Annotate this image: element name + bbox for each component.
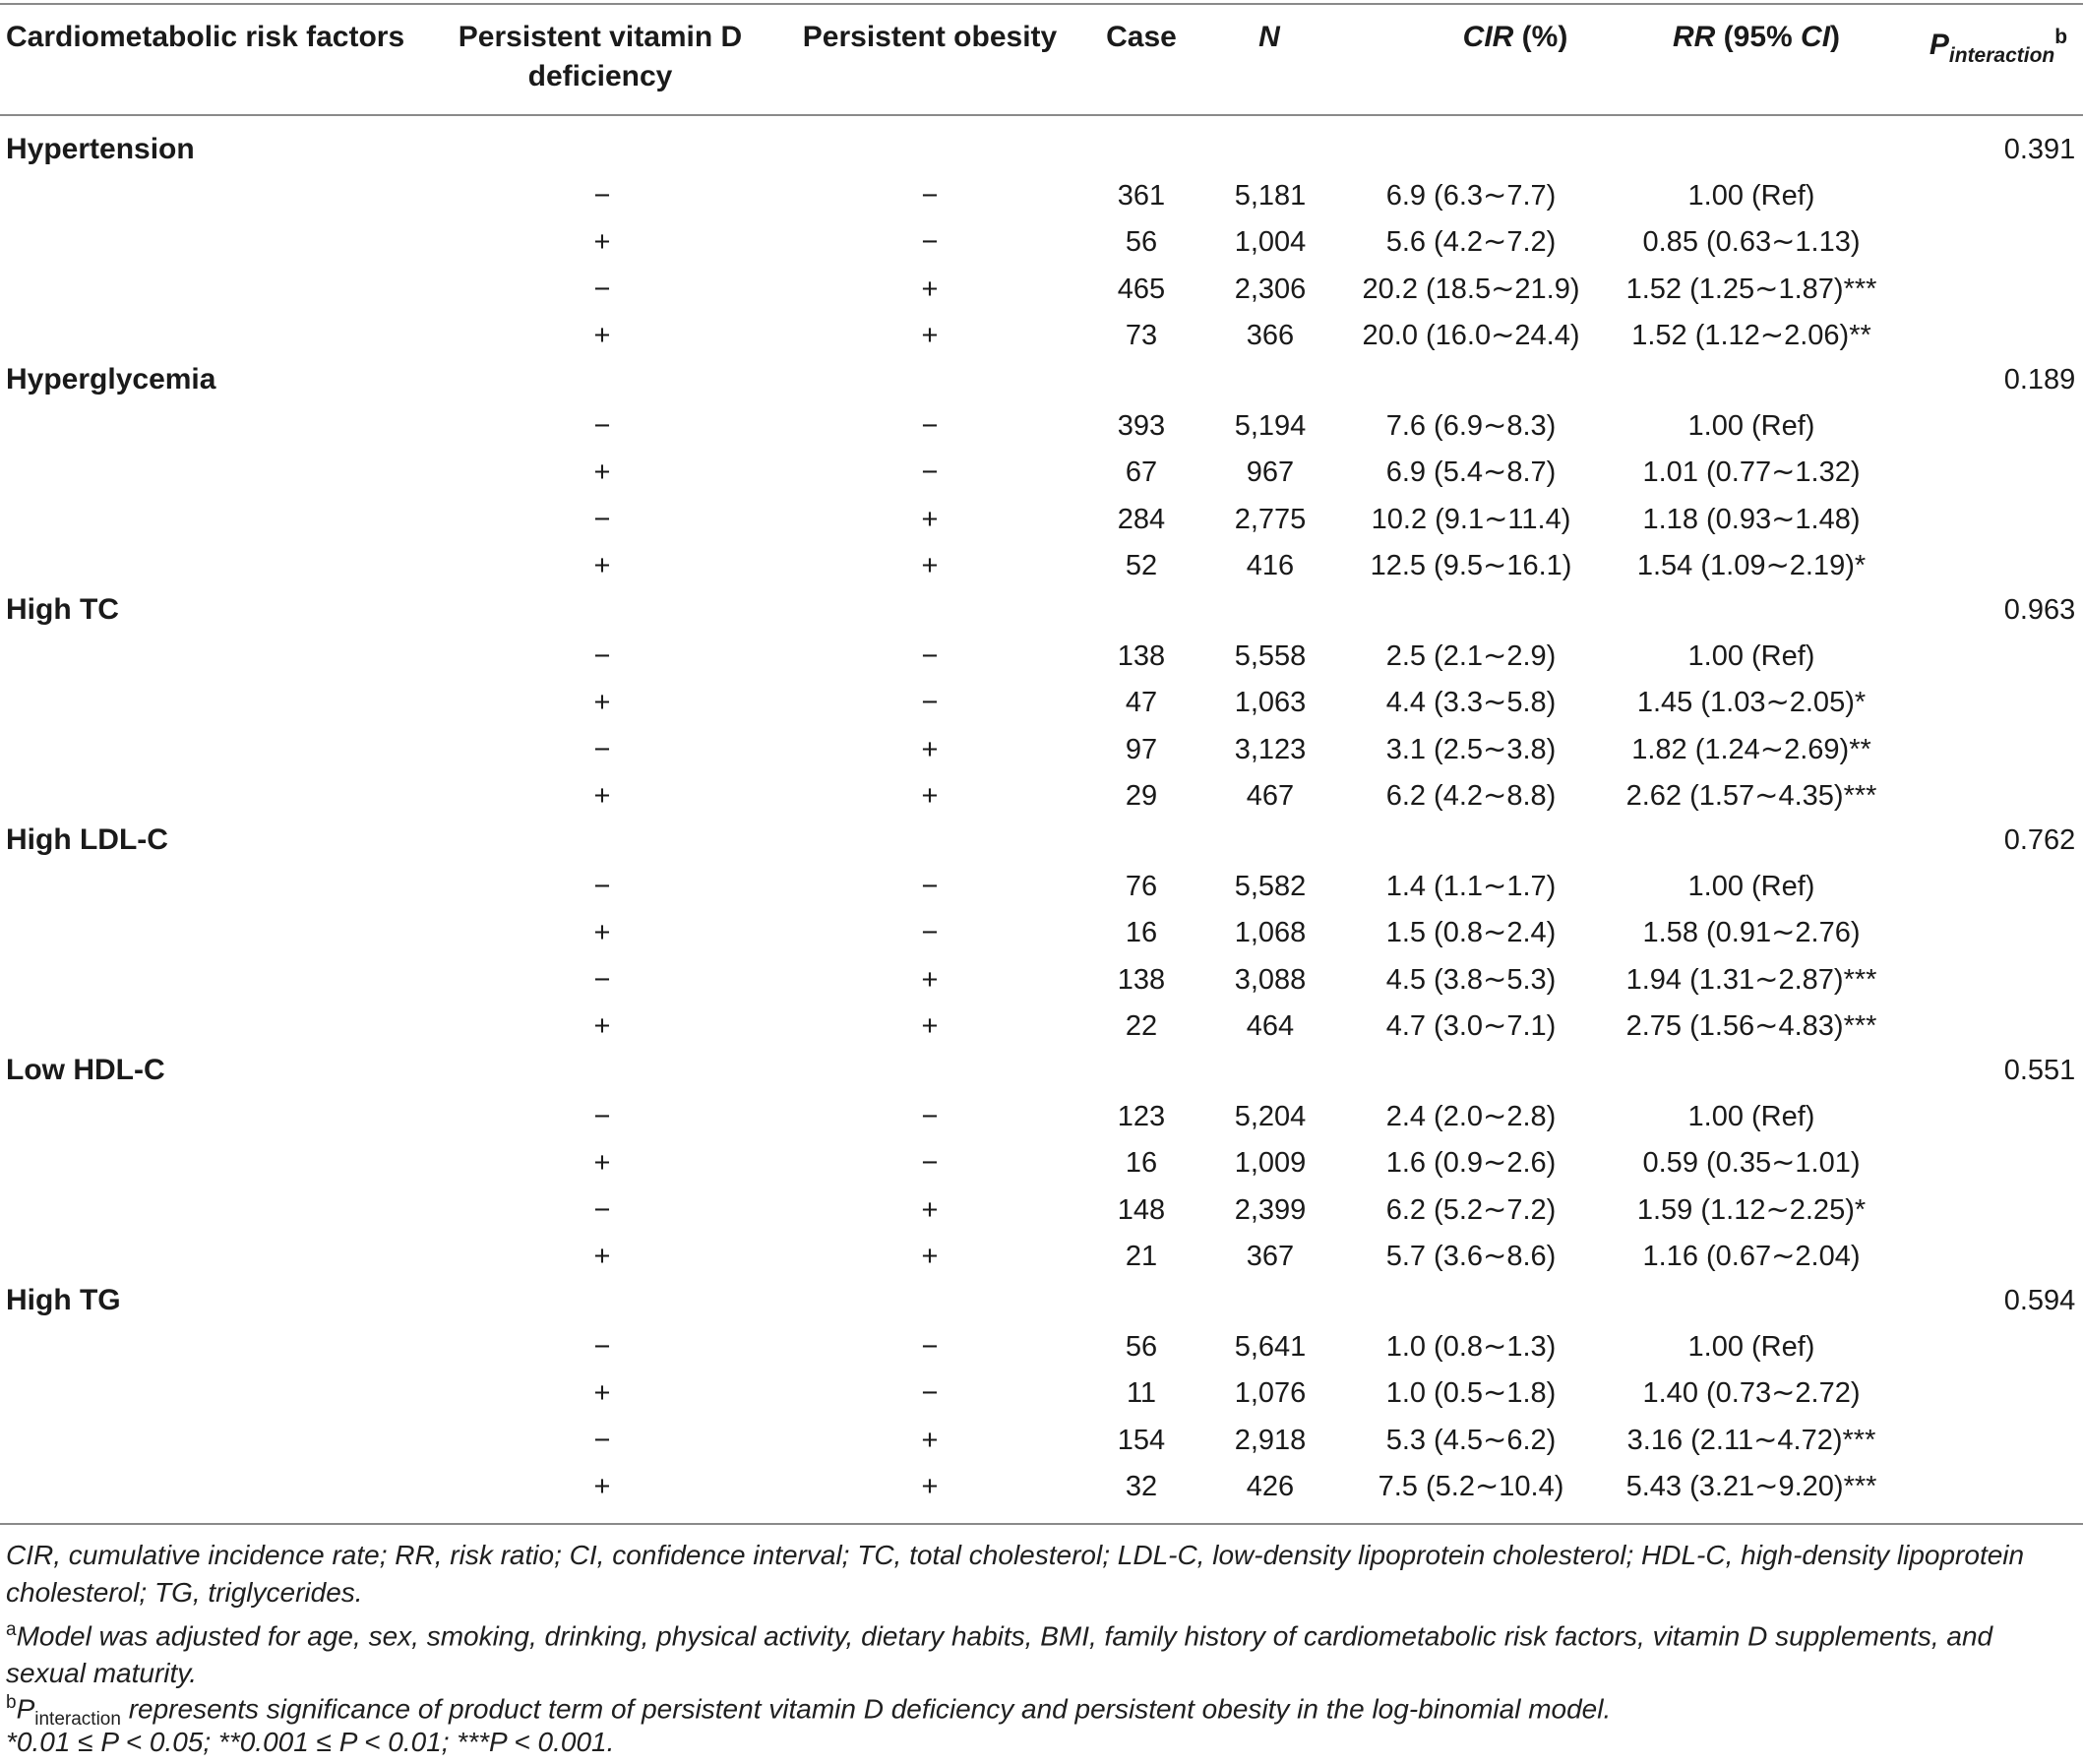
cell-cir: 5.7 (3.6∼8.6) (1385, 1240, 1557, 1272)
header-p-sub: interaction (1948, 44, 2055, 67)
cell-case: 52 (1125, 549, 1158, 581)
header-case: Case (1106, 21, 1177, 53)
group-label: High TG (6, 1284, 121, 1316)
cell-n: 967 (1246, 456, 1295, 489)
cell-cir: 1.0 (0.5∼1.8) (1385, 1377, 1557, 1410)
cell-obesity: − (921, 180, 939, 213)
p-interaction-value: 0.551 (2003, 1055, 2076, 1086)
cell-obesity: − (921, 917, 939, 949)
cell-obesity: + (921, 779, 939, 812)
cell-vitamin-d: + (593, 917, 611, 949)
cell-obesity: + (921, 1193, 939, 1226)
cell-cir: 5.6 (4.2∼7.2) (1385, 226, 1557, 259)
cell-n: 416 (1246, 549, 1295, 581)
cell-rr: 1.00 (Ref) (1687, 871, 1815, 903)
cell-obesity: − (921, 226, 939, 259)
cell-cir: 4.5 (3.8∼5.3) (1385, 963, 1557, 996)
footnote-a-line1 (6, 1612, 2076, 1655)
header-rr-mid: (95% (1715, 21, 1802, 53)
footnote-b-sub: interaction (34, 1708, 121, 1730)
header-rr-italic: RR (1672, 21, 1716, 53)
cell-case: 73 (1125, 319, 1158, 351)
cell-rr: 1.01 (0.77∼1.32) (1642, 456, 1861, 489)
footnote-a-text1: Model was adjusted for age, sex, smoking, drinking, physical activity, dietary habits, BMI, family history of cardiometabolic risk factors, vitamin D supplements, and (16, 1620, 1993, 1652)
cell-obesity: − (921, 871, 939, 903)
group-label: High TC (6, 593, 119, 626)
cell-case: 138 (1117, 963, 1166, 996)
cell-case: 138 (1117, 640, 1166, 673)
p-interaction-value: 0.189 (2003, 364, 2076, 395)
cell-obesity: − (921, 1147, 939, 1180)
cell-obesity: − (921, 1331, 939, 1364)
group-label: Hypertension (6, 133, 195, 165)
cell-vitamin-d: + (593, 226, 611, 259)
cell-vitamin-d: − (593, 410, 611, 443)
cell-vitamin-d: − (593, 1331, 611, 1364)
cell-case: 47 (1125, 687, 1158, 719)
footnote-b-text: represents significance of product term of persistent vitamin D deficiency and persistent obesity in the log-binomial model. (120, 1693, 1612, 1725)
cell-n: 5,181 (1234, 180, 1307, 213)
cell-case: 16 (1125, 917, 1158, 949)
p-interaction-value: 0.594 (2003, 1285, 2076, 1316)
header-p-main: P (1929, 29, 1949, 61)
cell-rr: 1.54 (1.09∼2.19)* (1636, 549, 1867, 581)
group-label: High LDL-C (6, 823, 168, 856)
cell-vitamin-d: + (593, 549, 611, 581)
cell-cir: 7.5 (5.2∼10.4) (1378, 1470, 1564, 1502)
cell-obesity: − (921, 1101, 939, 1133)
header-p-sup: b (2054, 26, 2068, 48)
cell-cir: 4.4 (3.3∼5.8) (1385, 687, 1557, 719)
cell-rr: 1.00 (Ref) (1687, 410, 1815, 443)
cell-vitamin-d: + (593, 779, 611, 812)
cell-case: 16 (1125, 1147, 1158, 1180)
cell-rr: 1.00 (Ref) (1687, 1101, 1815, 1133)
header-obesity: Persistent obesity (802, 21, 1058, 53)
cell-vitamin-d: + (593, 319, 611, 351)
cell-obesity: − (921, 640, 939, 673)
cell-case: 32 (1125, 1470, 1158, 1502)
cell-case: 123 (1117, 1101, 1166, 1133)
cell-vitamin-d: + (593, 1147, 611, 1180)
cell-rr: 1.00 (Ref) (1687, 180, 1815, 213)
cell-case: 97 (1125, 733, 1158, 765)
p-interaction-value: 0.391 (2003, 134, 2076, 165)
cell-cir: 20.2 (18.5∼21.9) (1362, 273, 1580, 305)
cell-case: 67 (1125, 456, 1158, 489)
cell-n: 5,194 (1234, 410, 1307, 443)
cell-n: 464 (1246, 1009, 1295, 1042)
cell-cir: 20.0 (16.0∼24.4) (1362, 319, 1580, 351)
footnote-abbreviations (6, 1537, 2076, 1612)
cell-cir: 6.2 (5.2∼7.2) (1385, 1193, 1557, 1226)
cell-cir: 1.4 (1.1∼1.7) (1385, 871, 1557, 903)
cell-n: 2,306 (1234, 273, 1307, 305)
table-header-rule (0, 114, 2083, 116)
group-label: Low HDL-C (6, 1054, 165, 1086)
footnote-a (6, 1612, 2076, 1692)
cell-vitamin-d: − (593, 180, 611, 213)
cell-case: 284 (1117, 503, 1166, 535)
cell-vitamin-d: − (593, 1424, 611, 1456)
cell-n: 1,009 (1234, 1147, 1307, 1180)
cell-vitamin-d: + (593, 1240, 611, 1272)
header-n-text: N (1258, 21, 1280, 53)
cell-case: 56 (1125, 226, 1158, 259)
cell-cir: 1.6 (0.9∼2.6) (1385, 1147, 1557, 1180)
cell-n: 5,204 (1234, 1101, 1307, 1133)
cell-cir: 6.9 (6.3∼7.7) (1385, 180, 1557, 213)
cell-rr: 1.52 (1.12∼2.06)** (1631, 319, 1871, 351)
table-bottom-rule (0, 1523, 2083, 1525)
cell-n: 1,004 (1234, 226, 1307, 259)
cell-rr: 1.45 (1.03∼2.05)* (1636, 687, 1867, 719)
cell-vitamin-d: + (593, 1009, 611, 1042)
cell-vitamin-d: − (593, 733, 611, 765)
cell-cir: 2.5 (2.1∼2.9) (1385, 640, 1557, 673)
cell-case: 29 (1125, 779, 1158, 812)
cell-obesity: + (921, 963, 939, 996)
cell-cir: 6.2 (4.2∼8.8) (1385, 779, 1557, 812)
cell-obesity: + (921, 1240, 939, 1272)
cell-obesity: + (921, 1424, 939, 1456)
cell-vitamin-d: − (593, 1101, 611, 1133)
cell-case: 465 (1117, 273, 1166, 305)
cell-cir: 10.2 (9.1∼11.4) (1371, 503, 1571, 535)
cell-obesity: − (921, 687, 939, 719)
table-top-rule (0, 3, 2083, 5)
p-interaction-value: 0.963 (2003, 594, 2076, 626)
header-vitamin-d-line2: deficiency (527, 60, 673, 92)
header-rr-end: ) (1830, 21, 1841, 53)
header-cir-unit: (%) (1513, 21, 1568, 53)
cell-case: 76 (1125, 871, 1158, 903)
cell-vitamin-d: + (593, 1470, 611, 1502)
cell-rr: 2.75 (1.56∼4.83)*** (1625, 1009, 1877, 1042)
cell-n: 367 (1246, 1240, 1295, 1272)
cell-cir: 5.3 (4.5∼6.2) (1385, 1424, 1557, 1456)
cell-n: 2,918 (1234, 1424, 1307, 1456)
cell-n: 5,641 (1234, 1331, 1307, 1364)
header-factor: Cardiometabolic risk factors (6, 21, 405, 53)
header-vitamin-d-line1: Persistent vitamin D (458, 21, 743, 53)
cell-rr: 1.82 (1.24∼2.69)** (1631, 733, 1871, 765)
cell-case: 393 (1117, 410, 1166, 443)
cell-rr: 1.18 (0.93∼1.48) (1642, 503, 1861, 535)
cell-case: 22 (1125, 1009, 1158, 1042)
cell-rr: 5.43 (3.21∼9.20)*** (1625, 1470, 1877, 1502)
cell-vitamin-d: + (593, 1377, 611, 1410)
cell-n: 1,068 (1234, 917, 1307, 949)
cell-rr: 1.40 (0.73∼2.72) (1642, 1377, 1861, 1410)
footnote-abbrev-line1: CIR, cumulative incidence rate; RR, risk ratio; CI, confidence interval; TC, total cholesterol; LDL-C, low-density lipoprotein cholesterol; HDL-C, high-density lipoprotein (6, 1540, 2025, 1570)
cell-rr: 2.62 (1.57∼4.35)*** (1625, 779, 1877, 812)
cell-n: 5,558 (1234, 640, 1307, 673)
cell-obesity: − (921, 410, 939, 443)
cell-n: 3,123 (1234, 733, 1307, 765)
cell-case: 361 (1117, 180, 1166, 213)
cell-cir: 7.6 (6.9∼8.3) (1385, 410, 1557, 443)
cell-rr: 1.59 (1.12∼2.25)* (1636, 1193, 1867, 1226)
cell-obesity: + (921, 733, 939, 765)
group-label: Hyperglycemia (6, 363, 216, 395)
cell-obesity: + (921, 549, 939, 581)
cell-rr: 1.16 (0.67∼2.04) (1642, 1240, 1861, 1272)
cell-obesity: + (921, 1470, 939, 1502)
cell-rr: 0.59 (0.35∼1.01) (1642, 1147, 1861, 1180)
cell-obesity: + (921, 503, 939, 535)
cell-obesity: + (921, 1009, 939, 1042)
header-rr-ci: CI (1801, 21, 1831, 53)
footnote-a-line2: sexual maturity. (6, 1658, 197, 1689)
footnote-b-p: P (16, 1693, 35, 1725)
cell-cir: 4.7 (3.0∼7.1) (1385, 1009, 1557, 1042)
header-n (1210, 18, 1328, 57)
cell-vitamin-d: + (593, 687, 611, 719)
cell-rr: 1.94 (1.31∼2.87)*** (1625, 963, 1877, 996)
cell-case: 21 (1125, 1240, 1158, 1272)
cell-n: 5,582 (1234, 871, 1307, 903)
cell-obesity: + (921, 273, 939, 305)
cell-n: 2,399 (1234, 1193, 1307, 1226)
cell-vitamin-d: − (593, 273, 611, 305)
footnote-significance: *0.01 ≤ P < 0.05; **0.001 ≤ P < 0.01; ***P < 0.001. (6, 1727, 615, 1757)
cell-n: 426 (1246, 1470, 1295, 1502)
cell-case: 56 (1125, 1331, 1158, 1364)
footnote-b-mark: b (6, 1692, 17, 1713)
cell-rr: 3.16 (2.11∼4.72)*** (1626, 1424, 1876, 1456)
cell-vitamin-d: + (593, 456, 611, 489)
cell-obesity: − (921, 456, 939, 489)
cell-vitamin-d: − (593, 503, 611, 535)
cell-cir: 3.1 (2.5∼3.8) (1385, 733, 1557, 765)
footnote-abbrev-line2: cholesterol; TG, triglycerides. (6, 1577, 363, 1608)
cell-n: 1,063 (1234, 687, 1307, 719)
footnote-a-mark: a (6, 1619, 17, 1640)
cell-cir: 12.5 (9.5∼16.1) (1370, 549, 1572, 581)
cell-rr: 1.00 (Ref) (1687, 1331, 1815, 1364)
cell-n: 2,775 (1234, 503, 1307, 535)
cell-cir: 1.0 (0.8∼1.3) (1385, 1331, 1557, 1364)
cell-vitamin-d: − (593, 1193, 611, 1226)
cell-cir: 2.4 (2.0∼2.8) (1385, 1101, 1557, 1133)
cell-obesity: − (921, 1377, 939, 1410)
cell-case: 154 (1117, 1424, 1166, 1456)
cell-rr: 1.58 (0.91∼2.76) (1642, 917, 1861, 949)
header-p-interaction (1919, 18, 2078, 76)
cell-case: 11 (1126, 1377, 1157, 1410)
cell-n: 3,088 (1234, 963, 1307, 996)
cell-rr: 1.52 (1.25∼1.87)*** (1625, 273, 1877, 305)
header-cir-italic: CIR (1462, 21, 1514, 53)
cell-vitamin-d: − (593, 963, 611, 996)
header-rr (1614, 18, 1899, 57)
p-interaction-value: 0.762 (2003, 824, 2076, 856)
cell-cir: 1.5 (0.8∼2.4) (1385, 917, 1557, 949)
cell-cir: 6.9 (5.4∼8.7) (1385, 456, 1557, 489)
cell-case: 148 (1117, 1193, 1166, 1226)
cell-n: 366 (1246, 319, 1295, 351)
header-vitamin-d (433, 18, 767, 96)
cell-vitamin-d: − (593, 871, 611, 903)
cell-rr: 0.85 (0.63∼1.13) (1642, 226, 1861, 259)
cell-obesity: + (921, 319, 939, 351)
cell-vitamin-d: − (593, 640, 611, 673)
cell-n: 1,076 (1234, 1377, 1307, 1410)
cell-rr: 1.00 (Ref) (1687, 640, 1815, 673)
cell-n: 467 (1246, 779, 1295, 812)
